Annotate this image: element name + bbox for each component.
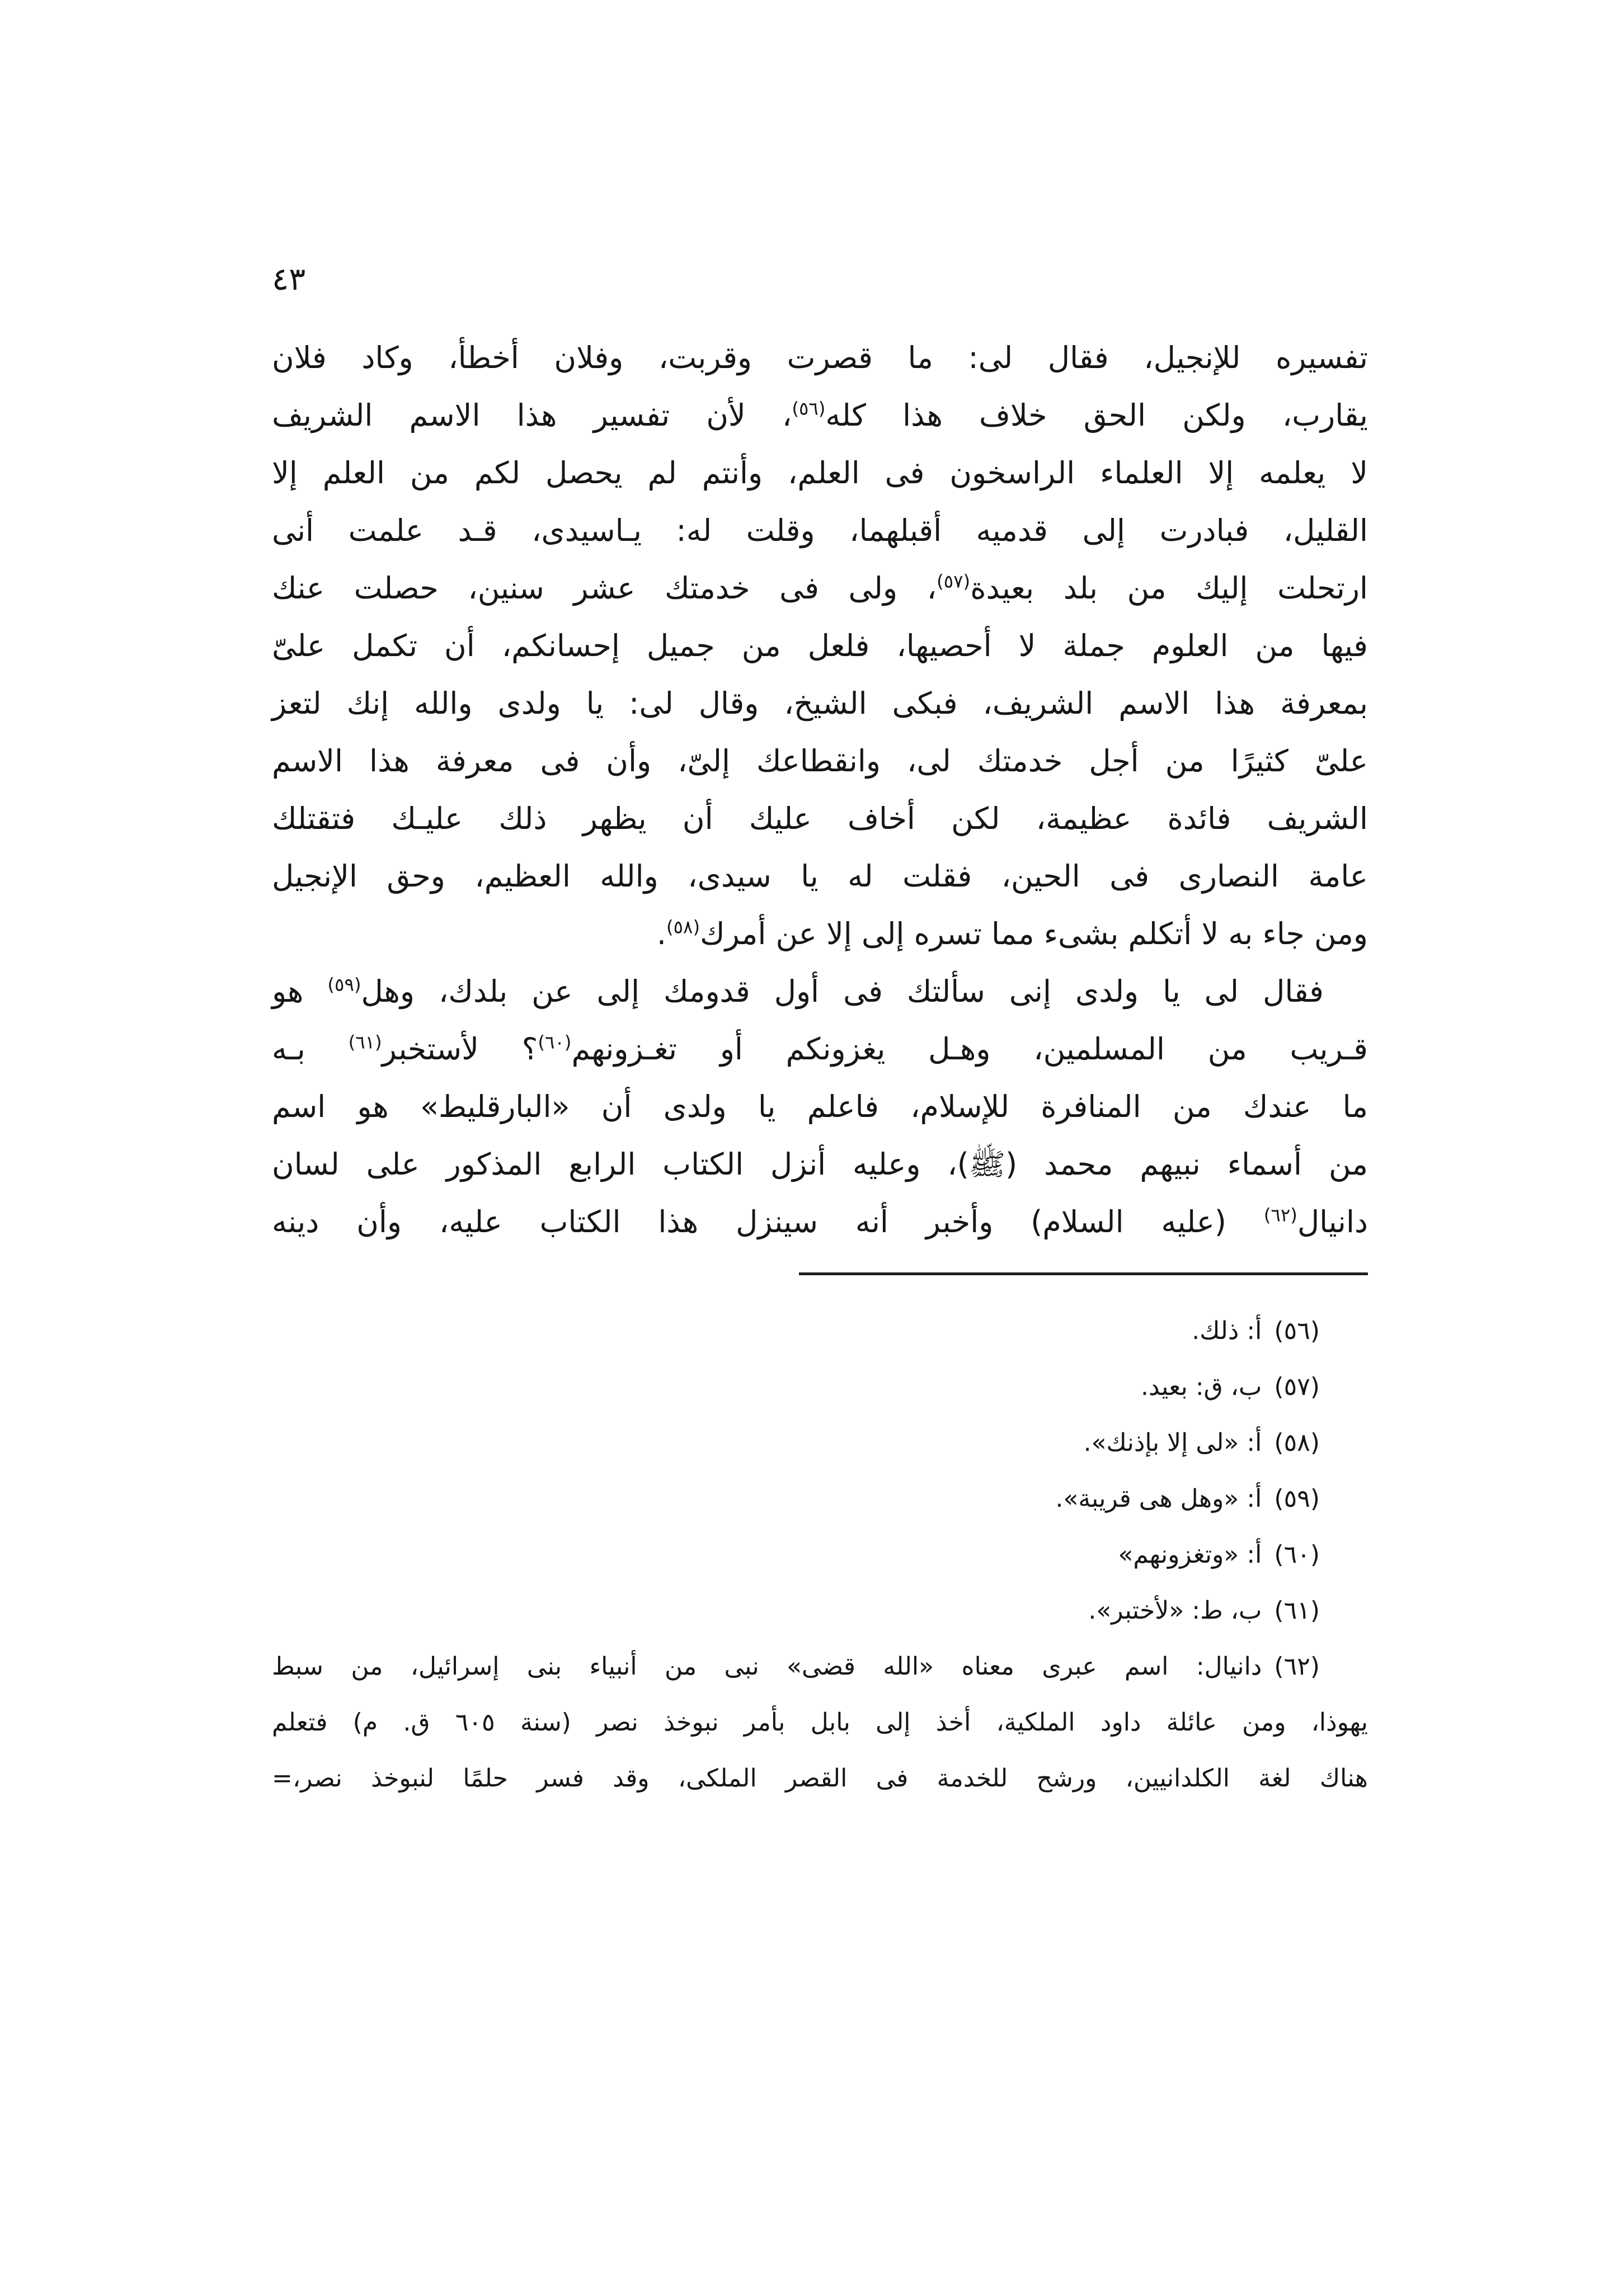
main-text-block: [272, 329, 1368, 1251]
text-run: يقارب، ولكن الحق خلاف هذا كله: [825, 398, 1368, 433]
text-run: ومن جاء به لا أتكلم بشىء مما تسره إلى إلا عن أمرك: [700, 916, 1368, 951]
footnote-text: هناك لغة الكلدانيين، ورشح للخدمة فى القصر الملكى، وقد فسر حلمًا لنبوخذ نصر،=: [272, 1764, 1368, 1793]
text-line: [272, 905, 1368, 963]
text-run: هو: [272, 974, 328, 1009]
text-run: (عليه السلام) وأخبر أنه سينزل هذا الكتاب عليه، وأن دينه: [272, 1204, 1264, 1239]
text-line: [272, 329, 1368, 386]
text-run: القليل، فبادرت إلى قدميه أقبلهما، وقلت له: يـاسيدى، قـد علمت أنى: [272, 513, 1368, 548]
text-line: [272, 847, 1368, 905]
footnote-ref: (٦١): [348, 1031, 382, 1053]
text-run: ارتحلت إليك من بلد بعيدة: [970, 571, 1368, 606]
text-run: دانيال: [1297, 1204, 1368, 1239]
footnote-number: (٥٦): [1274, 1317, 1320, 1345]
footnote-continuation: [272, 1695, 1368, 1751]
text-run: ما عندك من المنافرة للإسلام، فاعلم يا ولدى أن «البارقليط» هو اسم: [272, 1089, 1368, 1124]
footnote: [272, 1415, 1368, 1471]
text-run: فيها من العلوم جملة لا أحصيها، فلعل من جميل إحسانكم، أن تكمل علىّ: [272, 628, 1368, 663]
footnote-text: أ: «وهل هى قريبة».: [1055, 1484, 1262, 1513]
footnote: [272, 1639, 1368, 1695]
footnote-continuation: [272, 1751, 1368, 1807]
footnote-number: (٥٧): [1274, 1373, 1320, 1401]
text-run: عامة النصارى فى الحين، فقلت له يا سيدى، والله العظيم، وحق الإنجيل: [272, 859, 1368, 894]
text-run: ؟ لأستخبر: [382, 1031, 538, 1067]
text-run: فقال لى يا ولدى إنى سألتك فى أول قدومك إلى عن بلدك، وهل: [361, 974, 1324, 1009]
footnote: [272, 1303, 1368, 1359]
footnote: [272, 1527, 1368, 1583]
text-run: بمعرفة هذا الاسم الشريف، فبكى الشيخ، وقال لى: يا ولدى والله إنك لتعز: [272, 686, 1368, 721]
footnote-ref: (٥٩): [327, 974, 361, 996]
footnote-separator: [799, 1272, 1368, 1275]
footnote-text: أ: «لى إلا بإذنك».: [1083, 1428, 1262, 1457]
text-line: [272, 444, 1368, 502]
footnote: [272, 1359, 1368, 1415]
text-run: لا يعلمه إلا العلماء الراسخون فى العلم، وأنتم لم يحصل لكم من العلم إلا: [272, 455, 1368, 491]
footnote-text: دانيال: اسم عبرى معناه «الله قضى» نبى من أنبياء بنى إسرائيل، من سبط: [272, 1652, 1262, 1681]
footnote-text: أ: «وتغزونهم»: [1118, 1540, 1262, 1569]
text-run: علىّ كثيرًا من أجل خدمتك لى، وانقطاعك إلىّ، وأن فى معرفة هذا الاسم: [272, 743, 1368, 779]
footnotes-block: [272, 1303, 1368, 1807]
text-run: ، لأن تفسير هذا الاسم الشريف: [272, 398, 792, 433]
footnote-text: أ: ذلك.: [1192, 1317, 1262, 1345]
footnote-text: ب، ط: «لأختبر».: [1088, 1596, 1262, 1625]
text-line: [272, 1135, 1368, 1193]
text-run: بـه: [272, 1031, 349, 1067]
text-line: [272, 617, 1368, 675]
footnote-number: (٦٠): [1274, 1540, 1320, 1569]
text-line: [272, 1020, 1368, 1078]
text-run: .: [656, 916, 667, 951]
text-line: [272, 1193, 1368, 1251]
text-run: قـريب من المسلمين، وهـل يغزونكم أو تغـزونهم: [571, 1031, 1368, 1067]
footnote-number: (٦٢): [1274, 1652, 1320, 1681]
footnote: [272, 1471, 1368, 1527]
text-run: الشريف فائدة عظيمة، لكن أخاف عليك أن يظهر ذلك عليـك فتقتلك: [272, 801, 1368, 836]
footnote-ref: (٥٧): [937, 571, 971, 592]
footnote-text: ب، ق: بعيد.: [1141, 1373, 1262, 1401]
text-line: [272, 675, 1368, 732]
text-line: [272, 559, 1368, 617]
text-line: [272, 502, 1368, 559]
footnote-number: (٥٩): [1274, 1484, 1320, 1513]
text-line: [272, 386, 1368, 444]
footnote: [272, 1583, 1368, 1639]
footnote-number: (٦١): [1274, 1596, 1320, 1625]
footnote-ref: (٦٠): [538, 1031, 572, 1053]
footnote-text: يهوذا، ومن عائلة داود الملكية، أخذ إلى بابل بأمر نبوخذ نصر (سنة ٦٠٥ ق. م) فتعلم: [272, 1708, 1368, 1737]
footnote-ref: (٦٢): [1263, 1204, 1297, 1226]
page-number: ٤٣: [272, 261, 306, 298]
footnote-ref: (٥٦): [792, 398, 826, 419]
text-line: [272, 963, 1368, 1020]
footnote-ref: (٥٨): [666, 916, 700, 938]
text-run: من أسماء نبيهم محمد (ﷺ)، وعليه أنزل الكتاب الرابع المذكور على لسان: [272, 1147, 1368, 1182]
text-line: [272, 1078, 1368, 1135]
text-run: تفسيره للإنجيل، فقال لى: ما قصرت وقربت، وفلان أخطأ، وكاد فلان: [272, 340, 1368, 375]
text-line: [272, 790, 1368, 847]
text-line: [272, 732, 1368, 790]
text-run: ، ولى فى خدمتك عشر سنين، حصلت عنك: [272, 571, 937, 606]
footnote-number: (٥٨): [1274, 1428, 1320, 1457]
